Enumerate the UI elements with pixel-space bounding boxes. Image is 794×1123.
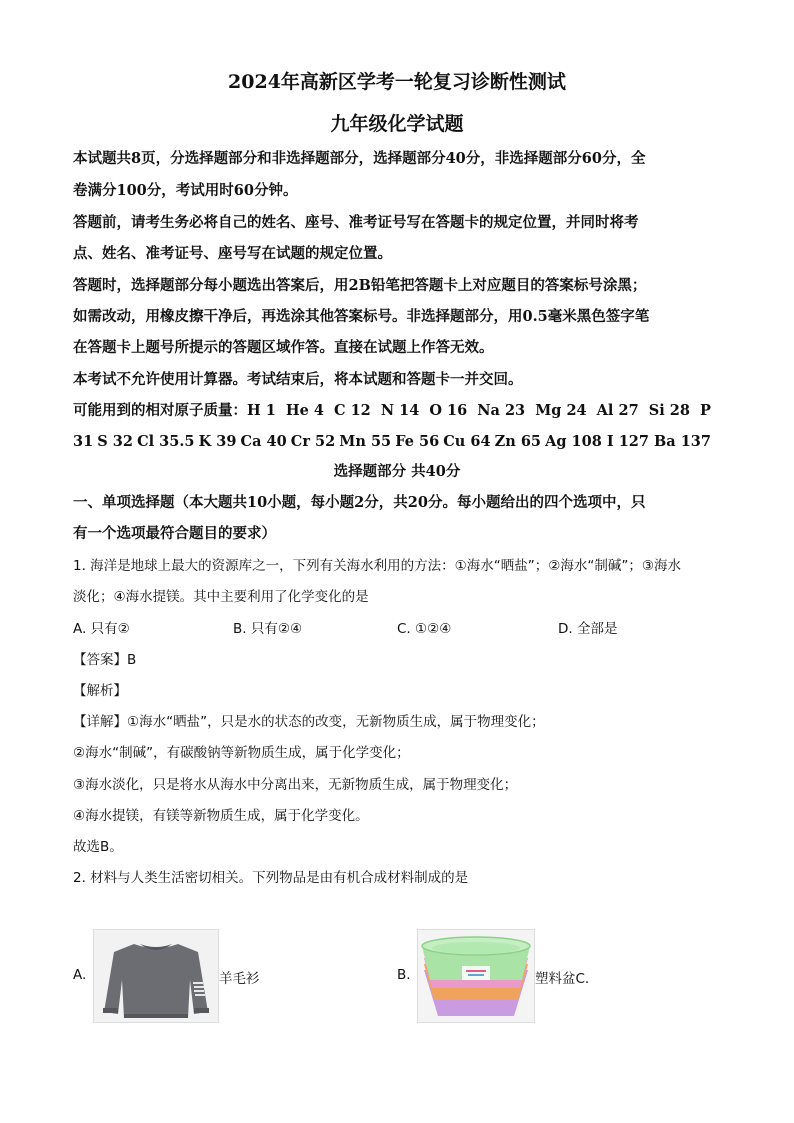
atomic-mass-item: Al 27 bbox=[596, 402, 639, 419]
atomic-mass-item: Mn 55 bbox=[339, 433, 392, 450]
instruction-line: 在答题卡上题号所提示的答题区域作答。直接在试题上作答无效。 bbox=[73, 339, 494, 356]
exam-subtitle: 九年级化学试题 bbox=[330, 113, 464, 135]
sweater-image bbox=[93, 929, 219, 1023]
plastic-bowl-image bbox=[417, 929, 535, 1023]
q2-option-a-label: 羊毛衫 bbox=[219, 971, 260, 987]
instruction-line: 卷满分100分，考试用时60分钟。 bbox=[73, 182, 298, 199]
atomic-mass-item: P bbox=[699, 402, 711, 419]
part-heading: 有一个选项最符合题目的要求） bbox=[73, 525, 276, 542]
atomic-mass-item: 可能用到的相对原子质量：H 1 bbox=[73, 402, 276, 419]
atomic-mass-row-2 bbox=[73, 431, 711, 453]
question-1-stem: 1. 海洋是地球上最大的资源库之一，下列有关海水利用的方法：①海水“晒盐”；②海水“制碱”；③海水 bbox=[73, 558, 681, 574]
question-1-options bbox=[73, 618, 723, 640]
q2-option-b-letter: B. bbox=[397, 967, 411, 983]
atomic-mass-item: Zn 65 bbox=[494, 433, 542, 450]
conclusion-line: 故选B。 bbox=[73, 839, 123, 855]
exam-title: 2024年高新区学考一轮复习诊断性测试 bbox=[228, 71, 566, 93]
instruction-line: 答题前，请考生务必将自己的姓名、座号、准考证号写在答题卡的规定位置，并同时将考 bbox=[73, 214, 639, 231]
atomic-mass-item: O 16 bbox=[429, 402, 468, 419]
instruction-line: 答题时，选择题部分每小题选出答案后，用2B铅笔把答题卡上对应题目的答案标号涂黑； bbox=[73, 277, 647, 294]
atomic-mass-item: 31 bbox=[73, 433, 94, 450]
instruction-line: 本试题共8页，分选择题部分和非选择题部分，选择题部分40分，非选择题部分60分，全 bbox=[73, 150, 646, 167]
sweater-icon bbox=[94, 930, 218, 1022]
atomic-mass-item: Cr 52 bbox=[290, 433, 336, 450]
bowl-icon bbox=[418, 930, 534, 1022]
instruction-line: 如需改动，用橡皮擦干净后，再选涂其他答案标号。非选择题部分，用0.5毫米黑色签字笔 bbox=[73, 308, 650, 325]
option-c: C. ①②④ bbox=[397, 621, 452, 637]
atomic-mass-item: He 4 bbox=[285, 402, 324, 419]
atomic-mass-item: Fe 56 bbox=[395, 433, 440, 450]
question-1-stem: 淡化；④海水提镁。其中主要利用了化学变化的是 bbox=[73, 589, 369, 605]
atomic-mass-item: Cl 35.5 bbox=[137, 433, 195, 450]
atomic-mass-item: Ca 40 bbox=[240, 433, 287, 450]
answer-label: 【答案】B bbox=[73, 652, 137, 668]
atomic-mass-item: Mg 24 bbox=[535, 402, 587, 419]
atomic-mass-item: Na 23 bbox=[477, 402, 526, 419]
detail-line: ④海水提镁，有镁等新物质生成，属于化学变化。 bbox=[73, 808, 369, 824]
option-b: B. 只有②④ bbox=[233, 621, 303, 637]
option-d: D. 全部是 bbox=[558, 621, 618, 637]
atomic-mass-item: K 39 bbox=[198, 433, 237, 450]
question-2-stem: 2. 材料与人类生活密切相关。下列物品是由有机合成材料制成的是 bbox=[73, 870, 469, 886]
q2-option-a-letter: A. bbox=[73, 967, 87, 983]
part-heading: 一、单项选择题（本大题共10小题，每小题2分，共20分。每小题给出的四个选项中，只 bbox=[73, 494, 646, 511]
option-a: A. 只有② bbox=[73, 621, 130, 637]
atomic-mass-row-1 bbox=[73, 400, 711, 422]
detail-line: ③海水淡化，只是将水从海水中分离出来，无新物质生成，属于物理变化； bbox=[73, 777, 518, 793]
atomic-mass-item: N 14 bbox=[380, 402, 420, 419]
instruction-line: 本考试不允许使用计算器。考试结束后，将本试题和答题卡一并交回。 bbox=[73, 371, 523, 388]
q2-option-b-label: 塑料盆C. bbox=[535, 971, 590, 987]
atomic-mass-item: C 12 bbox=[334, 402, 371, 419]
detail-line: 【详解】①海水“晒盐”，只是水的状态的改变，无新物质生成，属于物理变化； bbox=[73, 714, 545, 730]
analysis-label: 【解析】 bbox=[73, 683, 127, 699]
atomic-mass-item: Si 28 bbox=[648, 402, 690, 419]
atomic-mass-item: Ag 108 I 127 Ba 137 bbox=[545, 433, 711, 450]
detail-line: ②海水“制碱”，有碳酸钠等新物质生成，属于化学变化； bbox=[73, 745, 410, 761]
atomic-mass-item: S 32 bbox=[97, 433, 133, 450]
atomic-mass-item: Cu 64 bbox=[443, 433, 491, 450]
instruction-line: 点、姓名、准考证号、座号写在试题的规定位置。 bbox=[73, 245, 392, 262]
section-header: 选择题部分 共40分 bbox=[333, 463, 461, 480]
